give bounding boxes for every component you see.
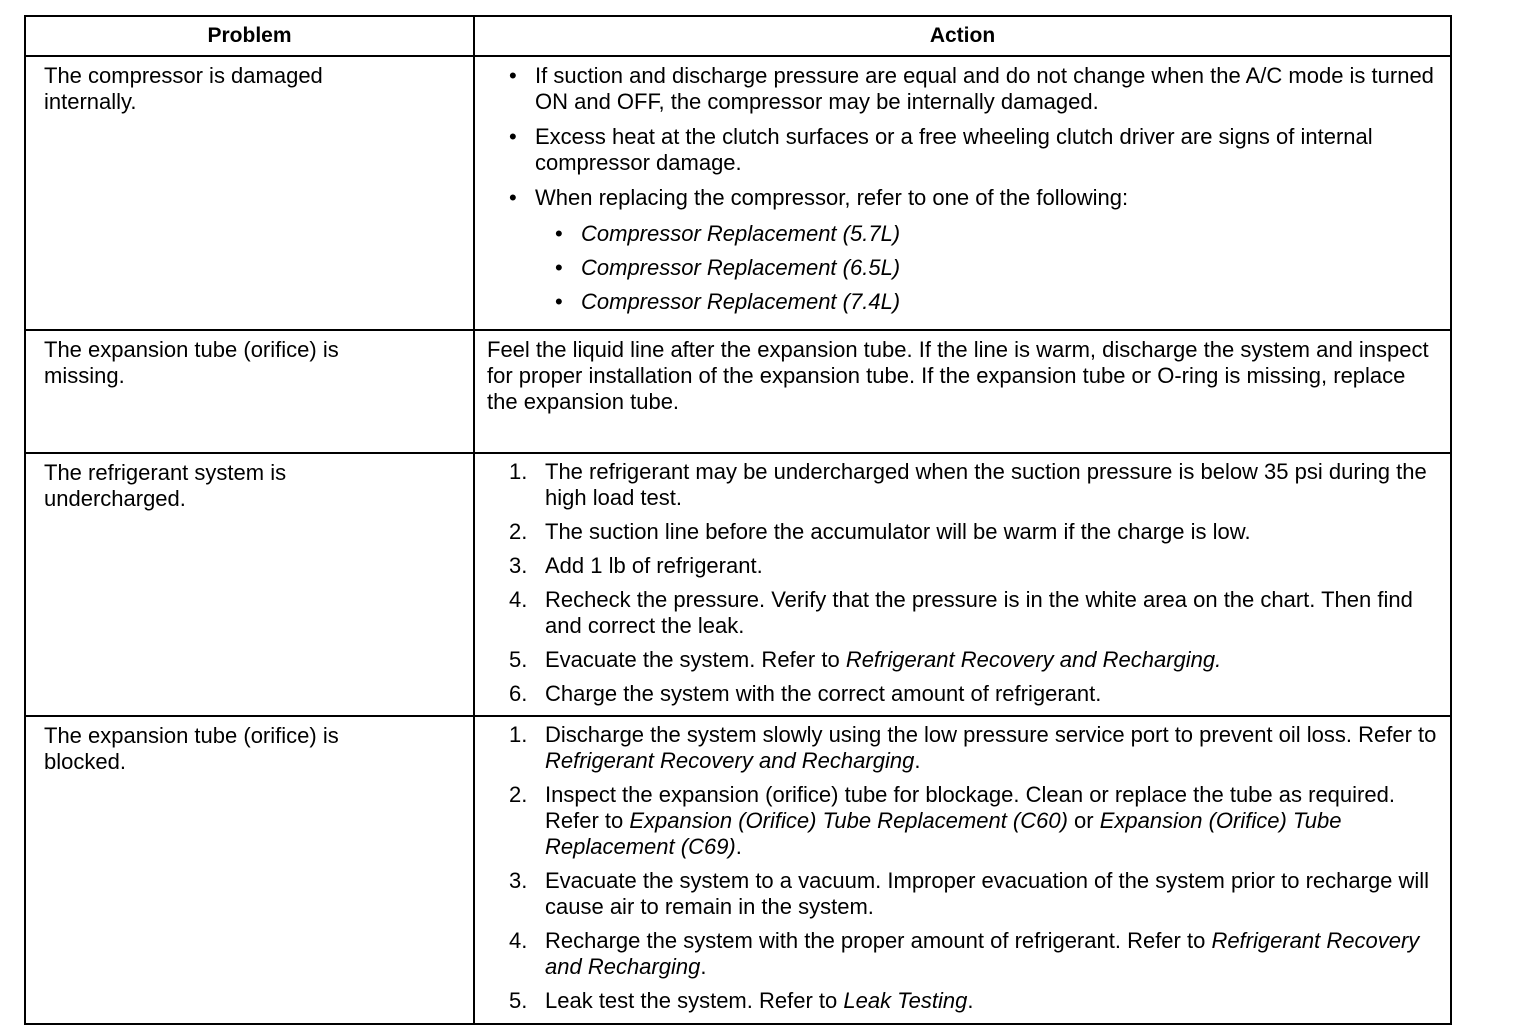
step-text: Recharge the system with the proper amount of refrigerant. Refer to [545, 928, 1212, 953]
action-bullet-text: When replacing the compressor, refer to one of the following: [535, 185, 1129, 210]
problem-cell [25, 453, 474, 716]
step-number: 3. [509, 553, 528, 578]
step-text: Discharge the system slowly using the low pressure service port to prevent oil loss. Refer to [545, 722, 1437, 747]
problem-column-header: Problem [25, 16, 474, 56]
action-step [509, 587, 1442, 639]
reference-link[interactable]: Refrigerant Recovery and Recharging. [845, 647, 1222, 672]
action-step [509, 647, 1442, 673]
troubleshooting-table [24, 15, 1452, 1025]
table-row [25, 716, 1451, 1024]
action-paragraph: Feel the liquid line after the expansion tube. If the line is warm, discharge the system and inspect for proper installation of the expansion tube. If the expansion tube or O-ring is missing, replace the expansion tube. [487, 337, 1429, 414]
action-step [509, 988, 1442, 1014]
action-cell [474, 56, 1451, 330]
action-bullet-list [475, 57, 1450, 329]
step-number: 1. [509, 722, 528, 747]
step-text: Evacuate the system. Refer to [545, 647, 846, 672]
reference-link[interactable]: • Compressor Replacement (7.4L) [555, 289, 1440, 315]
reference-link[interactable]: Expansion (Orifice) Tube Replacement (C69) [545, 808, 1342, 859]
table-row [25, 453, 1451, 716]
action-step [509, 722, 1442, 774]
action-bullet: • If suction and discharge pressure are equal and do not change when the A/C mode is turned ON and OFF, the compressor may be internally damaged. [509, 63, 1440, 115]
action-step-list [475, 454, 1450, 713]
reference-link[interactable]: Refrigerant Recovery and Recharging [545, 928, 1420, 979]
problem-cell [25, 330, 474, 453]
step-text: Leak test the system. Refer to [545, 988, 844, 1013]
reference-link[interactable]: • Compressor Replacement (5.7L) [555, 221, 1440, 247]
step-number: 1. [509, 459, 528, 484]
action-step [509, 519, 1442, 545]
step-text: Inspect the expansion (orifice) tube for blockage. Clean or replace the tube as required. Refer to [545, 782, 1395, 833]
problem-text: The expansion tube (orifice) is blocked. [44, 723, 339, 774]
step-number: 5. [509, 647, 528, 672]
reference-link[interactable]: Leak Testing [843, 988, 968, 1013]
step-text: Evacuate the system to a vacuum. Improper evacuation of the system prior to recharge will cause air to remain in the system. [545, 868, 1430, 919]
step-text-mid: or [1067, 808, 1100, 833]
table-header-row [25, 16, 1451, 56]
step-text-tail: . [914, 748, 921, 773]
reference-sub-list [535, 221, 1440, 315]
action-step [509, 459, 1442, 511]
action-bullet [509, 185, 1440, 315]
problem-text: The compressor is damaged internally. [44, 63, 323, 114]
action-step [509, 928, 1442, 980]
step-number: 2. [509, 519, 528, 544]
problem-text: The refrigerant system is undercharged. [44, 460, 287, 511]
action-step [509, 868, 1442, 920]
step-number: 2. [509, 782, 528, 807]
step-text: The refrigerant may be undercharged when the suction pressure is below 35 psi during the high load test. [545, 459, 1427, 510]
problem-cell [25, 716, 474, 1024]
action-step [509, 553, 1442, 579]
step-text: Charge the system with the correct amount of refrigerant. [545, 681, 1102, 706]
problem-cell [25, 56, 474, 330]
step-number: 3. [509, 868, 528, 893]
action-cell [474, 330, 1451, 453]
step-text-tail: . [700, 954, 707, 979]
step-text-tail: . [967, 988, 974, 1013]
action-cell [474, 716, 1451, 1024]
reference-link[interactable]: Refrigerant Recovery and Recharging [545, 748, 915, 773]
problem-text: The expansion tube (orifice) is missing. [44, 337, 339, 388]
step-text: Recheck the pressure. Verify that the pressure is in the white area on the chart. Then find and correct the leak. [545, 587, 1413, 638]
reference-link[interactable]: • Compressor Replacement (6.5L) [555, 255, 1440, 281]
action-cell [474, 453, 1451, 716]
step-number: 6. [509, 681, 528, 706]
step-text: Add 1 lb of refrigerant. [545, 553, 763, 578]
step-text-tail: . [735, 834, 742, 859]
reference-link[interactable]: Expansion (Orifice) Tube Replacement (C60) [629, 808, 1068, 833]
step-number: 5. [509, 988, 528, 1013]
step-number: 4. [509, 928, 528, 953]
table-row [25, 56, 1451, 330]
action-step [509, 681, 1442, 707]
action-step [509, 782, 1442, 860]
action-step-list [475, 717, 1450, 1020]
step-number: 4. [509, 587, 528, 612]
action-bullet: • Excess heat at the clutch surfaces or a free wheeling clutch driver are signs of internal compressor damage. [509, 124, 1440, 176]
step-text: The suction line before the accumulator will be warm if the charge is low. [545, 519, 1251, 544]
action-column-header: Action [474, 16, 1451, 56]
table-row [25, 330, 1451, 453]
